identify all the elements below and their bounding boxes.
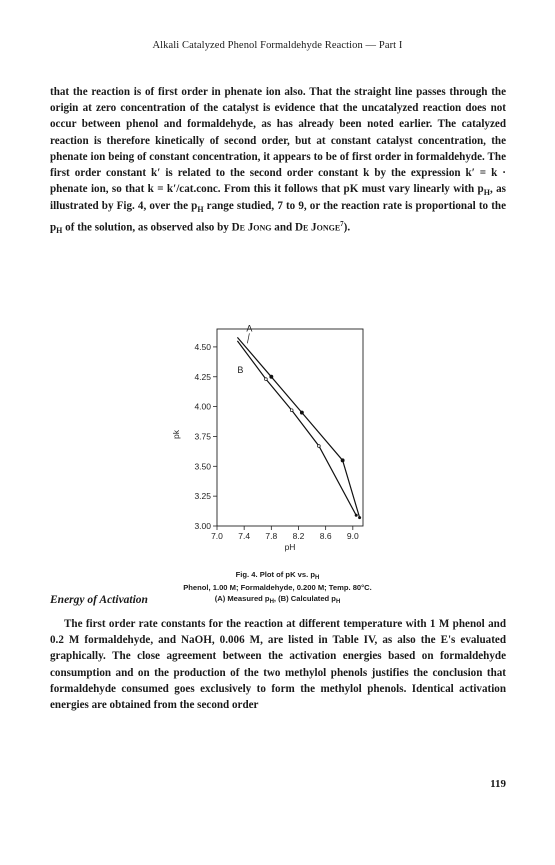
line-label-a: A: [246, 323, 253, 334]
line-label-a-leader: [247, 333, 249, 343]
caption-measured: (A) Measured p: [214, 594, 270, 603]
data-point: [300, 411, 303, 414]
paragraph-1-text-d: of the solution, as observed also by: [62, 221, 232, 234]
x-tick-label: 9.0: [346, 531, 359, 541]
paragraph-2: The first order rate constants for the reaction at different temperature with 1 M phenol and 0.2 M formaldehyde, and NaOH, 0.006 M, are listed in Table IV, as also the E's evaluated graphically. The close agreement between the activation energies based on formaldehyde consumption and on the production of the two methylol phenols justifies the conclusion that formaldehyde consumed goes exclusively to form the methylol phenols. Identical activation energies are obtained from the second order: [50, 618, 506, 712]
y-tick-label: 3.50: [194, 461, 211, 472]
data-point: [290, 409, 293, 412]
y-tick-label: 4.50: [194, 341, 211, 352]
y-tick-label: 3.25: [194, 491, 211, 502]
paragraph-1-text-f: ).: [343, 221, 351, 234]
caption-line-1: [0, 569, 555, 582]
data-point: [270, 375, 273, 378]
caption-line-2: Phenol, 1.00 M; Formaldehyde, 0.200 M; Temp. 80°C.: [183, 583, 372, 592]
y-tick-label: 3.75: [194, 431, 211, 442]
paragraph-1: [50, 84, 506, 237]
ph-subscript: H: [56, 226, 63, 236]
x-tick-label: 8.2: [292, 531, 305, 541]
paragraph-1-text-a: that the reaction is of first order in phenate ion also. That the straight line passes through the origin at zero concentration of the catalyst is evidence that the uncatalyzed reaction does not occur between phenol and formaldehyde, as has already been noted earlier. The catalyzed reaction is therefore kinetically of second order, but at constant catalyst concentration, the phenate ion being of constant concentration, it appears to be of first order in formaldehyde. The first order constant k′ is related to the second order constant k by the expression k′ = k · phenate ion, so that k = k′/cat.conc. From this it follows that pK must vary linearly with p: [50, 86, 506, 196]
series-line-B: [237, 341, 356, 515]
x-tick-label: 7.4: [238, 531, 251, 541]
y-tick-label: 3.00: [194, 521, 211, 531]
caption-subscript: H: [335, 599, 341, 605]
ph-pk-chart: [150, 318, 410, 558]
x-tick-label: 7.0: [211, 531, 223, 541]
chart-ticks: [194, 342, 359, 541]
ph-subscript: H: [483, 188, 490, 198]
section-heading: Energy of Activation: [50, 594, 148, 606]
series-line-A: [237, 337, 359, 517]
paragraph-1-text-c: range studied, 7 to 9, or the reaction rate is proportional to the p: [50, 200, 506, 234]
caption-title: Fig. 4. Plot of pK vs. p: [235, 570, 315, 579]
line-label-b: B: [237, 364, 244, 375]
data-point: [341, 459, 344, 462]
paragraph-1-text-b: , as illustrated by Fig. 4, over the p: [50, 183, 506, 213]
y-axis-label: pk: [171, 430, 181, 439]
x-tick-label: 8.6: [319, 531, 332, 541]
data-point: [317, 445, 320, 448]
page-number: 119: [490, 778, 506, 790]
caption-calculated: , (B) Calculated p: [273, 594, 336, 603]
ph-subscript: H: [197, 205, 204, 215]
x-axis-label: pH: [284, 542, 296, 552]
caption-subscript: H: [314, 575, 320, 581]
data-point: [358, 516, 361, 519]
author-name: De Jonge: [294, 221, 341, 234]
chart-labels: [171, 323, 295, 552]
running-header: Alkali Catalyzed Phenol Formaldehyde Reaction — Part I: [152, 40, 403, 51]
author-name: De Jong: [231, 221, 272, 234]
plot-frame: [217, 329, 363, 526]
data-point: [264, 378, 267, 381]
caption-subscript: H: [269, 599, 274, 605]
x-tick-label: 7.8: [265, 531, 278, 541]
data-point: [355, 514, 358, 517]
chart-axes: [217, 329, 363, 526]
paragraph-1-text-e: and: [271, 221, 295, 234]
figure-4: [150, 318, 410, 558]
y-tick-label: 4.00: [194, 401, 211, 412]
reference-marker: 7: [340, 219, 344, 228]
y-tick-label: 4.25: [194, 371, 211, 382]
chart-series: [237, 337, 361, 519]
